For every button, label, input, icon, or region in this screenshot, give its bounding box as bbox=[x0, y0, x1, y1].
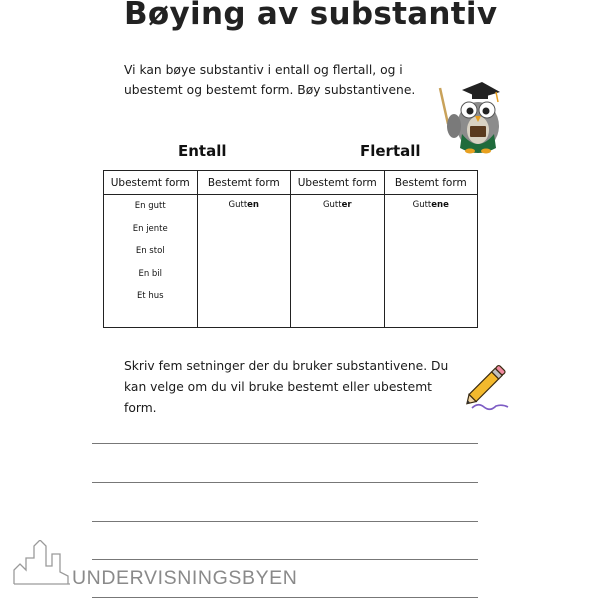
noun-item: En stol bbox=[135, 246, 165, 256]
entall-ubestemt-cell bbox=[104, 195, 198, 328]
entall-bestemt-example: Gutten bbox=[228, 200, 259, 210]
flertall-ubestemt-example: Gutter bbox=[322, 200, 352, 210]
writing-prompt: Skriv fem setninger der du bruker substantivene. Du kan velge om du vil bruke bestemt eller ubestemt form. bbox=[124, 359, 449, 415]
intro-text: Vi kan bøye substantiv i entall og flertall, og i ubestemt og bestemt form. Bøy substantivene. bbox=[124, 63, 416, 97]
inflection-table bbox=[103, 170, 478, 328]
pencil-icon bbox=[458, 358, 514, 414]
header-flertall-bestemt: Bestemt form bbox=[384, 171, 478, 195]
noun-item: Et hus bbox=[136, 291, 164, 301]
writing-line[interactable] bbox=[92, 521, 478, 522]
writing-line[interactable] bbox=[92, 559, 478, 560]
noun-item: En gutt bbox=[134, 201, 166, 211]
flertall-heading: Flertall bbox=[360, 142, 421, 160]
logo-text: UNDERVISNINGSBYEN bbox=[72, 567, 298, 589]
flertall-bestemt-cell[interactable] bbox=[384, 195, 478, 328]
header-entall-bestemt: Bestemt form bbox=[197, 171, 291, 195]
owl-teacher-icon bbox=[434, 78, 510, 158]
writing-line[interactable] bbox=[92, 443, 478, 444]
flertall-bestemt-example: Guttene bbox=[412, 200, 449, 210]
header-entall-ubestemt: Ubestemt form bbox=[104, 171, 198, 195]
entall-bestemt-cell[interactable] bbox=[197, 195, 291, 328]
header-flertall-ubestemt: Ubestemt form bbox=[291, 171, 385, 195]
city-skyline-icon bbox=[12, 540, 70, 586]
entall-heading: Entall bbox=[178, 142, 227, 160]
noun-item: En jente bbox=[132, 223, 168, 234]
page-title: Bøying av substantiv bbox=[124, 0, 498, 32]
writing-line[interactable] bbox=[92, 597, 478, 598]
flertall-ubestemt-cell[interactable] bbox=[291, 195, 385, 328]
noun-item: En bil bbox=[138, 268, 163, 279]
writing-line[interactable] bbox=[92, 482, 478, 483]
